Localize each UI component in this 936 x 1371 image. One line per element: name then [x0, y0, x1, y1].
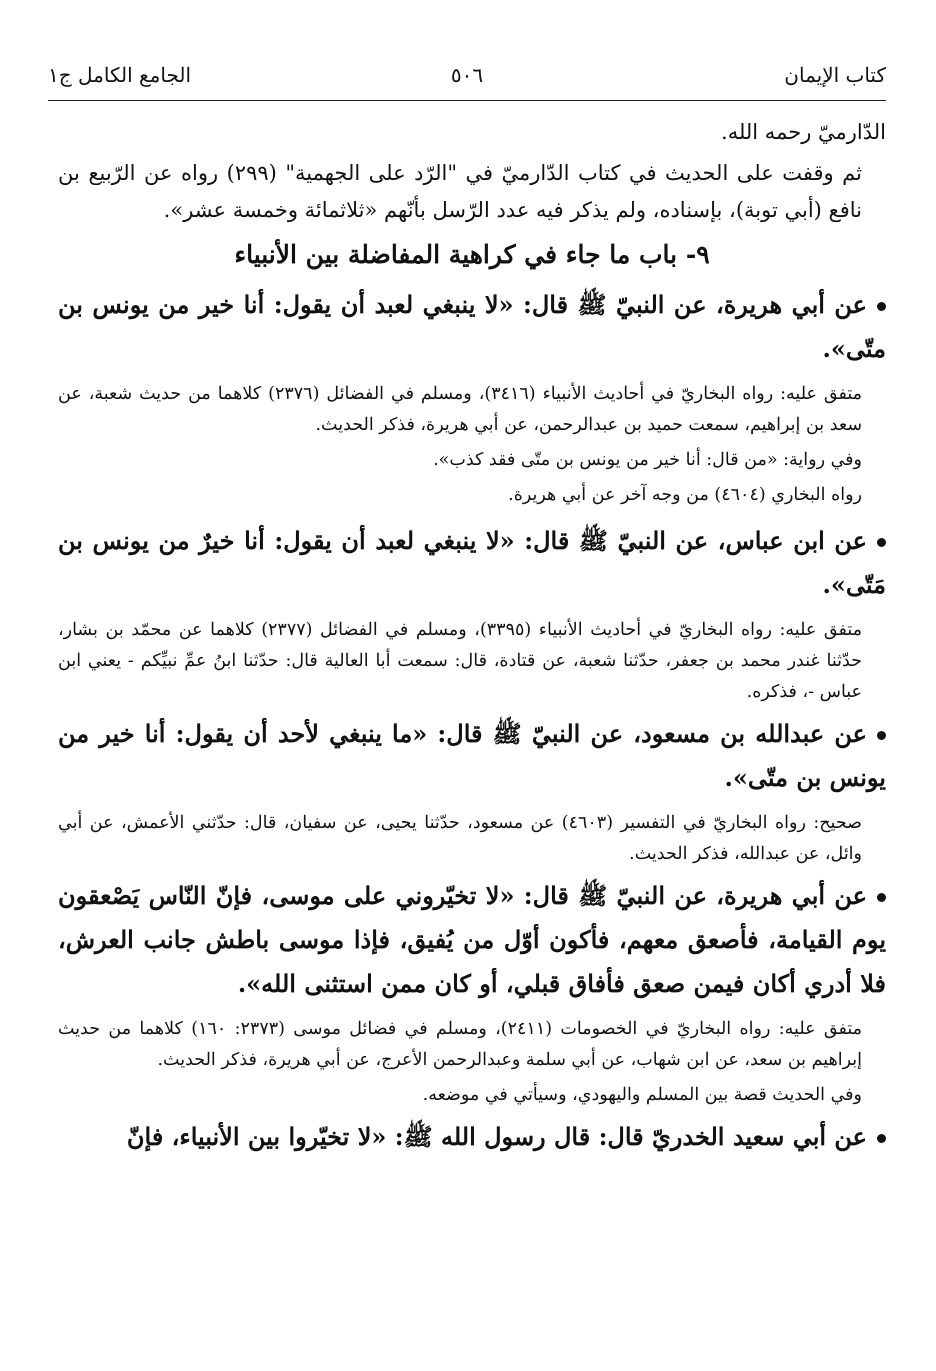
hadith-2 [58, 519, 886, 607]
hadith-5-text: عن أبي سعيد الخدريّ قال: قال رسول الله ﷺ: «لا تخيّروا بين الأنبياء، فإنّ [126, 1122, 867, 1151]
takhrij-3: صحيح: رواه البخاريّ في التفسير (٤٦٠٣) عن مسعود، حدّثنا يحيى، عن سفيان، قال: حدّثني الأعمش، عن أبي وائل، عن عبدالله، فذكر الحديث. [58, 813, 862, 864]
bullet-icon [877, 893, 886, 902]
hadith-3-text: عن عبدالله بن مسعود، عن النبيّ ﷺ قال: «ما ينبغي لأحد أن يقول: أنا خير من يونس بن متّى». [58, 719, 886, 792]
hadith-4 [58, 874, 886, 1006]
bullet-icon [877, 731, 886, 740]
page-content [58, 114, 886, 1159]
bullet-icon [877, 302, 886, 311]
bullet-icon [877, 538, 886, 547]
takhrij-4: متفق عليه: رواه البخاريّ في الخصومات (٢٤١١)، ومسلم في فضائل موسى (٢٣٧٣: ١٦٠) كلاهما من حديث إبراهيم بن سعد، عن ابن شهاب، عن أبي سلمة وعبدالرحمن الأعرج، عن أبي هريرة، فذكر الحديث. [58, 1019, 863, 1070]
hadith-4-text: عن أبي هريرة، عن النبيّ ﷺ قال: «لا تخيّروني على موسى، فإنّ النّاس يَصْعقون يوم القيامة، فأصعق معهم، فأكون أوّل من يُفيق، فإذا موسى باطش جانب العرش، فلا أدري أكان فيمن صعق فأفاق قبلي، أو كان ممن استثنى الله». [58, 881, 886, 998]
page-number: ٥٠٦ [450, 63, 484, 87]
hadith-5 [58, 1115, 886, 1159]
takhrij-2: متفق عليه: رواه البخاريّ في أحاديث الأنبياء (٣٣٩٥)، ومسلم في الفضائل (٢٣٧٧) كلاهما عن محمّد بن بشار، حدّثنا غندر محمد بن جعفر، حدّثنا شعبة، عن قتادة، قال: سمعت أبا العالية قال: حدّثنا ابنُ عمِّ نبيِّكم - يعني ابن عباس -، فذكره. [58, 620, 863, 702]
story-note: وفي الحديث قصة بين المسلم واليهودي، وسيأتي في موضعه. [422, 1085, 862, 1105]
riwaya-note: وفي رواية: «من قال: أنا خير من يونس بن متّى فقد كذب». [433, 450, 862, 470]
paragraph-closing: الدّارميّ رحمه الله. [721, 120, 886, 144]
header-divider [48, 100, 886, 101]
hadith-1 [58, 283, 886, 371]
paragraph-darimi-note: ثم وقفت على الحديث في كتاب الدّارميّ في "الرّد على الجهمية" (٢٩٩) رواه عن الرّبيع بن نافع (أبي توبة)، بإسناده، ولم يذكر فيه عدد الرّسل بأنّهم «ثلاثمائة وخمسة عشر». [58, 161, 862, 222]
section-heading: ٩- باب ما جاء في كراهية المفاضلة بين الأنبياء [234, 240, 710, 269]
hadith-1-text: عن أبي هريرة، عن النبيّ ﷺ قال: «لا ينبغي لعبد أن يقول: أنا خير من يونس بن متّى». [58, 290, 886, 363]
hadith-2-text: عن ابن عباس، عن النبيّ ﷺ قال: «لا ينبغي لعبد أن يقول: أنا خيرٌ من يونس بن مَتّى». [58, 526, 886, 599]
bullet-icon [877, 1134, 886, 1143]
bukhari-note: رواه البخاري (٤٦٠٤) من وجه آخر عن أبي هريرة. [508, 485, 862, 505]
hadith-3 [58, 712, 886, 800]
book-title: كتاب الإيمان [784, 63, 886, 87]
series-title: الجامع الكامل ج١ [48, 63, 192, 87]
running-header [48, 60, 886, 94]
takhrij-1: متفق عليه: رواه البخاريّ في أحاديث الأنبياء (٣٤١٦)، ومسلم في الفضائل (٢٣٧٦) كلاهما من حديث شعبة، عن سعد بن إبراهيم، سمعت حميد بن عبدالرحمن، عن أبي هريرة، فذكر الحديث. [58, 384, 862, 435]
